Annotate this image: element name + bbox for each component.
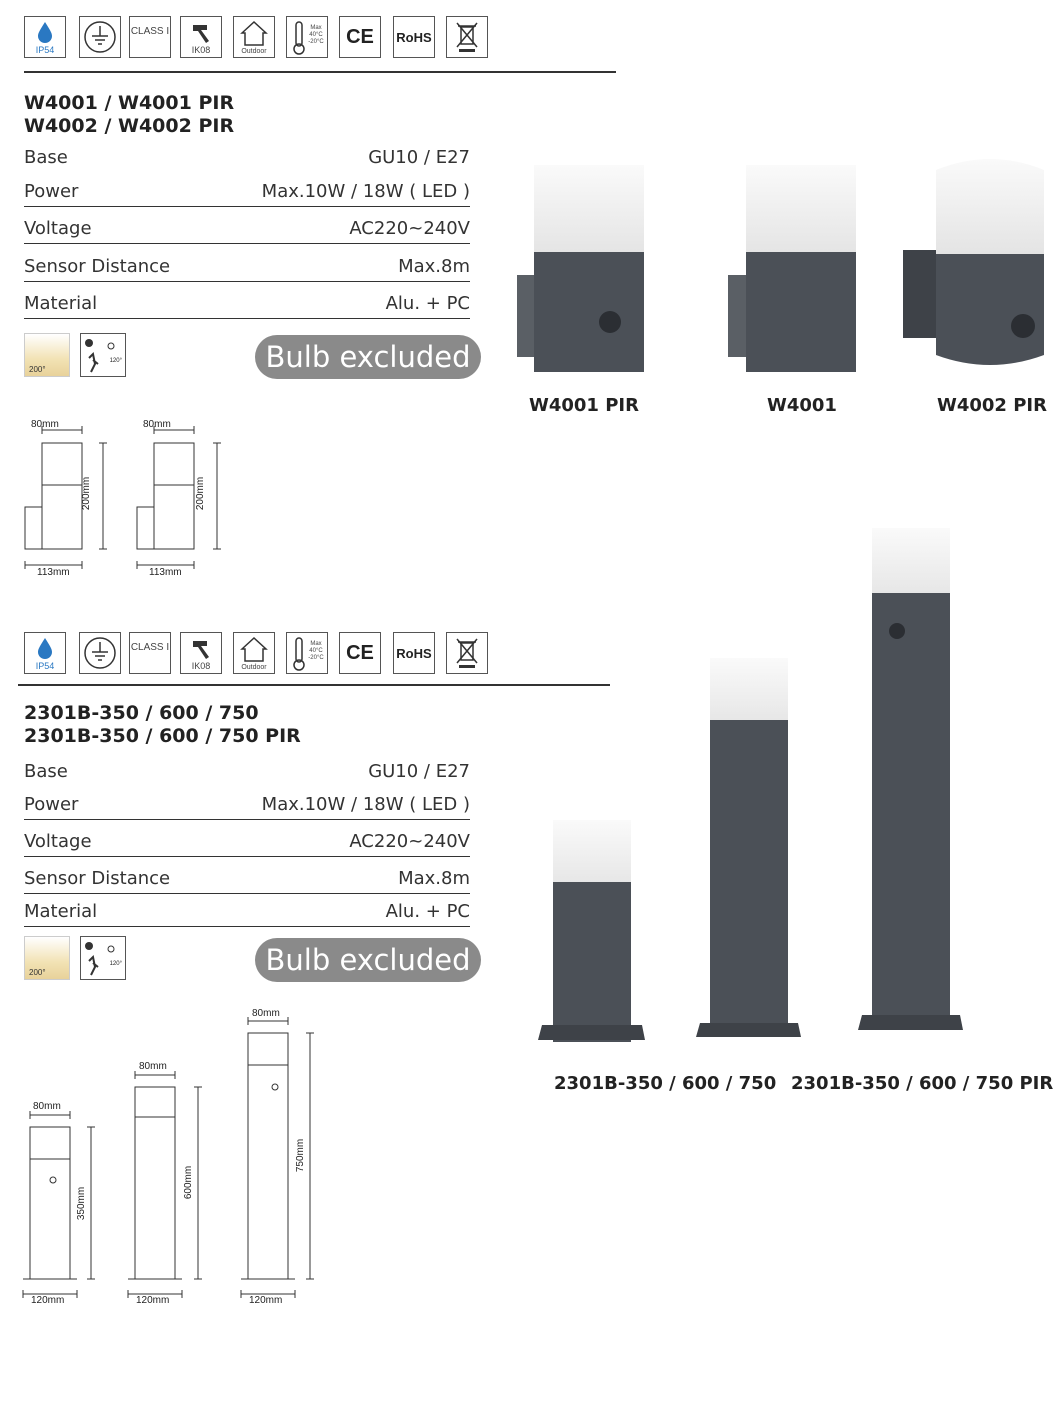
dim-depth-a: 113mm	[37, 567, 70, 578]
product-label-w4001: W4001	[767, 395, 837, 416]
dim-base-600: 120mm	[136, 1295, 170, 1306]
ce-mark-icon: CE	[339, 632, 381, 674]
class-i-icon: CLASS I	[129, 632, 171, 674]
spec-row-base: Base GU10 / E27	[24, 147, 470, 168]
dim-height-750: 750mm	[295, 1138, 307, 1173]
w4002-pir-image	[903, 159, 1044, 365]
ik08-hammer-icon: IK08	[180, 16, 222, 58]
dim-width-750: 80mm	[252, 1008, 280, 1019]
bulb-excluded-badge: Bulb excluded	[255, 335, 481, 379]
ce-mark-icon: CE	[339, 16, 381, 58]
dim-width-a: 80mm	[31, 419, 59, 430]
bollard-dimension-drawings	[15, 1005, 325, 1305]
spec-row-power: Power Max.10W / 18W ( LED )	[24, 791, 470, 820]
bollard-600-image	[696, 658, 801, 1037]
spec-row-sensor-distance: Sensor Distance Max.8m	[24, 253, 470, 282]
thermometer-icon: Max 40°C -20°C	[286, 16, 328, 58]
beam-angle-icon: 200°	[24, 936, 70, 980]
class-i-icon: CLASS I	[129, 16, 171, 58]
rohs-icon: RoHS	[393, 632, 435, 674]
product-title-line2: 2301B-350 / 600 / 750 PIR	[24, 725, 301, 747]
spec-row-voltage: Voltage AC220~240V	[24, 215, 470, 244]
spec-row-sensor-distance: Sensor Distance Max.8m	[24, 865, 470, 894]
dim-width-350: 80mm	[33, 1101, 61, 1112]
ip54-water-drop-icon: IP54	[24, 16, 66, 58]
earth-ground-icon	[79, 16, 121, 58]
dim-base-350: 120mm	[31, 1295, 65, 1306]
dim-height-a: 200mm	[81, 476, 93, 511]
weee-bin-icon	[446, 632, 488, 674]
outdoor-house-icon: Outdoor	[233, 632, 275, 674]
dim-width-600: 80mm	[139, 1061, 167, 1072]
section-divider	[24, 71, 616, 73]
ik08-hammer-icon: IK08	[180, 632, 222, 674]
spec-row-material: Material Alu. + PC	[24, 290, 470, 319]
motion-sensor-icon: 120°	[80, 333, 126, 377]
section-divider	[18, 684, 610, 686]
weee-bin-icon	[446, 16, 488, 58]
product-label-bollard: 2301B-350 / 600 / 750	[554, 1073, 777, 1094]
product-title-line1: W4001 / W4001 PIR	[24, 92, 235, 114]
bollard-product-images	[530, 525, 980, 1055]
earth-ground-icon	[79, 632, 121, 674]
motion-sensor-icon: 120°	[80, 936, 126, 980]
bollard-350-image	[538, 820, 645, 1042]
bollard-750-image	[858, 528, 963, 1030]
rohs-icon: RoHS	[393, 16, 435, 58]
dim-base-750: 120mm	[249, 1295, 283, 1306]
beam-angle-icon: 200°	[24, 333, 70, 377]
product-label-bollard-pir: 2301B-350 / 600 / 750 PIR	[791, 1073, 1054, 1094]
product-label-w4001-pir: W4001 PIR	[529, 395, 639, 416]
product-title-line1: 2301B-350 / 600 / 750	[24, 702, 259, 724]
spec-row-base: Base GU10 / E27	[24, 761, 470, 782]
spec-row-power: Power Max.10W / 18W ( LED )	[24, 178, 470, 207]
product-title-line2: W4002 / W4002 PIR	[24, 115, 235, 137]
dim-width-b: 80mm	[143, 419, 171, 430]
bulb-excluded-badge: Bulb excluded	[255, 938, 481, 982]
w4001-pir-image	[517, 165, 644, 372]
ip54-water-drop-icon: IP54	[24, 632, 66, 674]
dim-depth-b: 113mm	[149, 567, 182, 578]
w4001-image	[728, 165, 856, 372]
dim-height-600: 600mm	[183, 1165, 195, 1200]
spec-row-material: Material Alu. + PC	[24, 898, 470, 927]
thermometer-icon: Max 40°C -20°C	[286, 632, 328, 674]
spec-row-voltage: Voltage AC220~240V	[24, 828, 470, 857]
wall-light-product-images	[500, 150, 1056, 380]
outdoor-house-icon: Outdoor	[233, 16, 275, 58]
dim-height-350: 350mm	[76, 1186, 88, 1221]
dim-height-b: 200mm	[195, 476, 207, 511]
product-label-w4002-pir: W4002 PIR	[937, 395, 1047, 416]
